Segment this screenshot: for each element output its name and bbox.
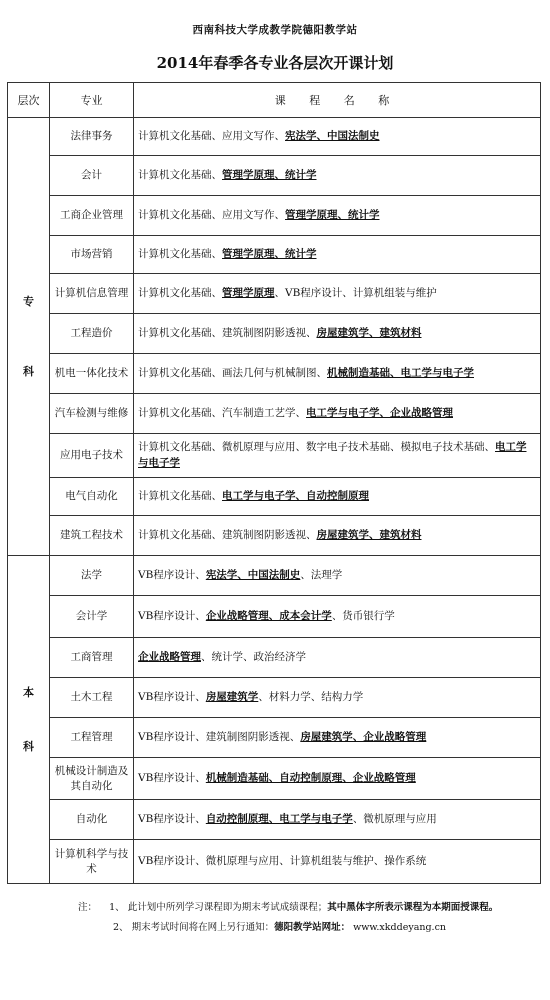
organization-name: 西南科技大学成教学院德阳教学站: [192, 24, 358, 36]
exam-course-text: 房屋建筑学、建筑材料: [316, 326, 422, 339]
notes-section: [0, 898, 550, 938]
exam-course-text: 企业战略管理、成本会计学: [205, 609, 332, 622]
note-2-number: 2、: [113, 922, 129, 933]
courses-cell: [134, 354, 541, 394]
major-cell: 机械设计制造及其自动化: [50, 758, 134, 800]
exam-course-text: 电工学与电子学、企业战略管理: [306, 406, 453, 419]
table-header-row: [8, 83, 541, 118]
table-row: [8, 274, 541, 314]
course-text: 计算机文化基础、汽车制造工艺学、: [138, 406, 306, 419]
exam-course-text: 宪法学、中国法制史: [285, 129, 380, 142]
exam-course-text: 管理学原理: [222, 286, 275, 299]
courses-cell: [134, 434, 541, 478]
major-cell: 电气自动化: [50, 478, 134, 516]
courses-cell: [134, 274, 541, 314]
course-text: 计算机文化基础、画法几何与机械制图、: [138, 366, 327, 379]
courses-cell: [134, 156, 541, 196]
level-char: 科: [23, 364, 34, 378]
table-row: [8, 556, 541, 596]
course-text: VB程序设计、: [138, 609, 206, 622]
column-header-level: 层次: [8, 83, 50, 118]
column-header-major: 专业: [50, 83, 134, 118]
course-text: 、法理学: [300, 568, 343, 581]
table-row: [8, 596, 541, 638]
courses-cell: [134, 758, 541, 800]
courses-cell: [134, 394, 541, 434]
courses-cell: [134, 800, 541, 840]
courses-cell: [134, 678, 541, 718]
note-1: [0, 898, 550, 918]
level-cell: [8, 556, 50, 884]
exam-course-text: 管理学原理、统计学: [222, 168, 317, 181]
exam-course-text: 自动控制原理、电工学与电子学: [205, 812, 353, 825]
course-text: 计算机文化基础、建筑制图阴影透视、: [138, 528, 317, 541]
level-char: 科: [23, 739, 34, 753]
courses-cell: [134, 478, 541, 516]
exam-course-text: 企业战略管理: [138, 650, 201, 663]
major-cell: 工商企业管理: [50, 196, 134, 236]
table-row: [8, 354, 541, 394]
major-cell: 法学: [50, 556, 134, 596]
table-row: [8, 638, 541, 678]
level-char: 本: [23, 686, 34, 700]
major-cell: 工程管理: [50, 718, 134, 758]
course-text: 计算机文化基础、: [138, 286, 222, 299]
courses-cell: [134, 236, 541, 274]
table-row: [8, 394, 541, 434]
course-text: 计算机文化基础、建筑制图阴影透视、: [138, 326, 317, 339]
note-1-bold-text: 其中黑体字所表示课程为本期面授课程。: [327, 902, 499, 913]
table-row: [8, 516, 541, 556]
level-cell: [8, 118, 50, 556]
course-text: 计算机文化基础、: [138, 247, 222, 260]
table-body: [8, 118, 541, 884]
notes-label: 注：: [78, 902, 98, 913]
major-cell: 工程造价: [50, 314, 134, 354]
course-text: VB程序设计、: [138, 771, 206, 784]
courses-cell: [134, 118, 541, 156]
course-text: 计算机文化基础、: [138, 168, 222, 181]
course-text: VB程序设计、微机原理与应用、计算机组装与维护、操作系统: [138, 854, 427, 867]
course-text: VB程序设计、建筑制图阴影透视、: [138, 730, 301, 743]
exam-course-text: 房屋建筑学: [205, 690, 259, 703]
courses-cell: [134, 314, 541, 354]
course-text: 计算机文化基础、应用文写作、: [138, 208, 285, 221]
level-char: 专: [23, 295, 34, 309]
major-cell: 建筑工程技术: [50, 516, 134, 556]
website-link[interactable]: www.xkddeyang.cn: [353, 922, 447, 933]
major-cell: 计算机科学与技术: [50, 840, 134, 884]
course-text: 计算机文化基础、应用文写作、: [138, 129, 285, 142]
note-2-bold-text: 德阳教学站网址：: [274, 922, 351, 933]
courses-cell: [134, 196, 541, 236]
exam-course-text: 管理学原理、统计学: [222, 247, 317, 260]
table-row: [8, 718, 541, 758]
note-1-number: 1、: [109, 902, 125, 913]
courses-cell: [134, 840, 541, 884]
table-row: [8, 314, 541, 354]
exam-course-text: 机械制造基础、电工学与电子学: [327, 366, 474, 379]
table-row: [8, 800, 541, 840]
exam-course-text: 电工学与电子学: [138, 440, 527, 469]
exam-course-text: 房屋建筑学、企业战略管理: [300, 730, 427, 743]
major-cell: 自动化: [50, 800, 134, 840]
course-text: VB程序设计、: [138, 812, 206, 825]
courses-cell: [134, 596, 541, 638]
courses-cell: [134, 638, 541, 678]
exam-course-text: 房屋建筑学、建筑材料: [316, 528, 422, 541]
major-cell: 市场营销: [50, 236, 134, 274]
courses-cell: [134, 516, 541, 556]
major-cell: 土木工程: [50, 678, 134, 718]
table-row: [8, 758, 541, 800]
course-text: VB程序设计、: [138, 568, 206, 581]
course-text: 计算机文化基础、微机原理与应用、数字电子技术基础、模拟电子技术基础、: [138, 440, 495, 453]
course-text: VB程序设计、: [138, 690, 206, 703]
note-1-text: 此计划中所列学习课程即为期末考试成绩课程；: [127, 902, 328, 913]
exam-course-text: 宪法学、中国法制史: [205, 568, 301, 581]
exam-course-text: 机械制造基础、自动控制原理、企业战略管理: [205, 771, 416, 784]
major-cell: 机电一体化技术: [50, 354, 134, 394]
note-2: [0, 918, 550, 938]
course-text: 、货币银行学: [331, 609, 395, 622]
table-row: [8, 156, 541, 196]
exam-course-text: 管理学原理、统计学: [285, 208, 380, 221]
course-text: 、VB程序设计、计算机组装与维护: [274, 286, 437, 299]
major-cell: 法律事务: [50, 118, 134, 156]
table-row: [8, 840, 541, 884]
major-cell: 应用电子技术: [50, 434, 134, 478]
note-2-text: 期末考试时间将在网上另行通知：: [131, 922, 275, 933]
table-row: [8, 478, 541, 516]
course-text: 、材料力学、结构力学: [258, 690, 364, 703]
course-text: 计算机文化基础、: [138, 489, 222, 502]
page-title: 2014年春季各专业各层次开课计划: [156, 54, 394, 72]
column-header-courses: 课 程 名 称: [134, 83, 541, 118]
courses-cell: [134, 718, 541, 758]
major-cell: 会计: [50, 156, 134, 196]
course-plan-table: [7, 82, 541, 884]
table-row: [8, 236, 541, 274]
courses-cell: [134, 556, 541, 596]
major-cell: 计算机信息管理: [50, 274, 134, 314]
course-text: 、统计学、政治经济学: [201, 650, 306, 663]
table-row: [8, 434, 541, 478]
major-cell: 工商管理: [50, 638, 134, 678]
exam-course-text: 电工学与电子学、自动控制原理: [222, 489, 369, 502]
table-row: [8, 196, 541, 236]
major-cell: 会计学: [50, 596, 134, 638]
table-row: [8, 678, 541, 718]
table-row: [8, 118, 541, 156]
major-cell: 汽车检测与维修: [50, 394, 134, 434]
course-text: 、微机原理与应用: [352, 812, 437, 825]
